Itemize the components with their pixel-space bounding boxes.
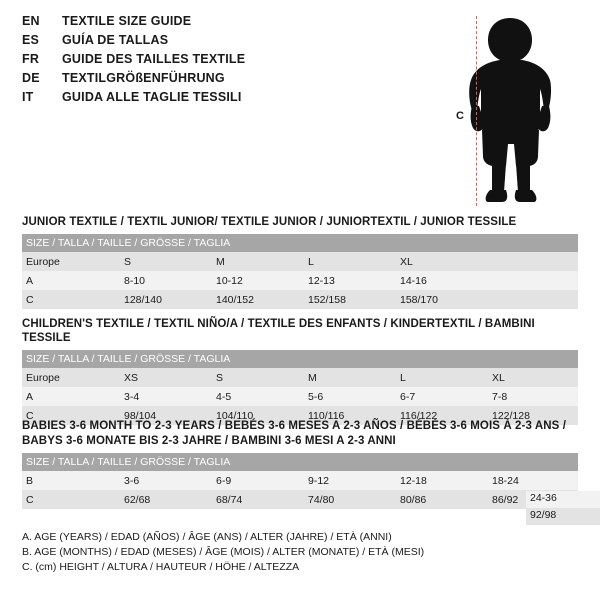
language-row-es: [22, 33, 442, 52]
height-measure-line: [476, 16, 477, 206]
cell-a-l: 6-7: [396, 387, 488, 406]
cell-c-empty: [488, 290, 578, 309]
cell-c-6: 92/98: [526, 508, 600, 525]
cell-c-xl: 122/128: [488, 406, 578, 425]
size-table-children: [22, 350, 578, 425]
cell-a-s: 8-10: [120, 271, 212, 290]
language-code-es: ES: [22, 33, 40, 47]
cell-c-2: 68/74: [212, 490, 304, 509]
header-cell-europe: Europe: [22, 252, 120, 271]
cell-c-5: 86/92: [488, 490, 578, 509]
section-babies-textile: [22, 419, 578, 509]
section-title-junior: JUNIOR TEXTILE / TEXTIL JUNIOR/ TEXTILE JUNIOR / JUNIORTEXTIL / JUNIOR TESSILE: [22, 216, 517, 228]
header-cell-xl: XL: [396, 252, 488, 271]
language-title-fr: GUIDE DES TAILLES TEXTILE: [62, 52, 246, 66]
legend-footer: [22, 530, 578, 575]
cell-c-s: 104/110: [212, 406, 304, 425]
header-cell-s: S: [212, 368, 304, 387]
table-row: [22, 490, 578, 509]
table-row: [22, 387, 578, 406]
row-key-b: B: [22, 471, 120, 490]
cell-a-s: 4-5: [212, 387, 304, 406]
section-junior-textile: [22, 215, 578, 309]
header-cell-l: L: [396, 368, 488, 387]
cell-a-empty: [488, 271, 578, 290]
language-code-it: IT: [22, 90, 34, 104]
cell-c-l: 152/158: [304, 290, 396, 309]
row-key-c: C: [22, 290, 120, 309]
section-title-babies: BABIES 3-6 MONTH TO 2-3 YEARS / BEBÉS 3-6 MESES A 2-3 AÑOS / BÉBÉS 3-6 MOIS À 2-3 ANS / BABYS 3-6 MONATE BIS 2-3 JAHRE / BAMBINI 3-6 MESI A 2-3 ANNI: [22, 420, 566, 447]
language-title-es: GUÍA DE TALLAS: [62, 33, 169, 47]
cell-c-4: 80/86: [396, 490, 488, 509]
cell-b-3: 9-12: [304, 471, 396, 490]
cell-a-l: 12-13: [304, 271, 396, 290]
language-code-en: EN: [22, 14, 40, 28]
cell-c-3: 74/80: [304, 490, 396, 509]
header-cell-empty: [488, 252, 578, 271]
table-band-row: [22, 350, 578, 368]
header-cell-europe: Europe: [22, 368, 120, 387]
language-code-fr: FR: [22, 52, 40, 66]
babies-last-column: [526, 474, 600, 525]
header-cell-xs: XS: [120, 368, 212, 387]
cell-b-5: 18-24: [488, 471, 578, 490]
cell-c-s: 128/140: [120, 290, 212, 309]
legend-line-c: C. (cm) HEIGHT / ALTURA / HAUTEUR / HÖHE / ALTEZZA: [22, 561, 300, 573]
header-cell-m: M: [212, 252, 304, 271]
language-row-de: [22, 71, 442, 90]
row-key-c: C: [22, 406, 120, 425]
section-childrens-textile: [22, 317, 578, 425]
language-title-en: TEXTILE SIZE GUIDE: [62, 14, 192, 28]
legend-line-a: A. AGE (YEARS) / EDAD (AÑOS) / ÂGE (ANS) / ALTER (JAHRE) / ETÀ (ANNI): [22, 531, 392, 543]
band-label-children: SIZE / TALLA / TAILLE / GRÖSSE / TAGLIA: [22, 350, 578, 368]
cell-c-m: 140/152: [212, 290, 304, 309]
table-band-row: [22, 234, 578, 252]
header-cell-l: L: [304, 252, 396, 271]
header-cell-m: M: [304, 368, 396, 387]
language-row-it: [22, 90, 442, 109]
language-title-it: GUIDA ALLE TAGLIE TESSILI: [62, 90, 242, 104]
cell-a-m: 10-12: [212, 271, 304, 290]
cell-c-1: 62/68: [120, 490, 212, 509]
header-cell-xl: XL: [488, 368, 578, 387]
figure-label-c: C: [456, 110, 464, 122]
cell-c-xs: 98/104: [120, 406, 212, 425]
size-table-junior: [22, 234, 578, 309]
figure-area: [448, 10, 588, 210]
row-key-a: A: [22, 387, 120, 406]
table-row: [22, 471, 578, 490]
table-row: [22, 290, 578, 309]
cell-a-m: 5-6: [304, 387, 396, 406]
band-label-junior: SIZE / TALLA / TAILLE / GRÖSSE / TAGLIA: [22, 234, 578, 252]
legend-line-b: B. AGE (MONTHS) / EDAD (MESES) / ÂGE (MOIS) / ALTER (MONATE) / ETÀ (MESI): [22, 546, 425, 558]
cell-c-m: 110/116: [304, 406, 396, 425]
size-table-babies: [22, 453, 578, 509]
cell-a-xl: 14-16: [396, 271, 488, 290]
language-code-de: DE: [22, 71, 40, 85]
table-band-row: [22, 453, 578, 471]
table-row: [22, 271, 578, 290]
table-header-row: [22, 252, 578, 271]
row-key-c: C: [22, 490, 120, 509]
language-header: [22, 14, 442, 109]
table-header-row: [22, 368, 578, 387]
cell-a-xs: 3-4: [120, 387, 212, 406]
language-row-en: [22, 14, 442, 33]
cell-b-4: 12-18: [396, 471, 488, 490]
section-title-children: CHILDREN'S TEXTILE / TEXTIL NIÑO/A / TEXTILE DES ENFANTS / KINDERTEXTIL / BAMBINI TESSILE: [22, 318, 535, 344]
cell-c-l: 116/122: [396, 406, 488, 425]
cell-c-xl: 158/170: [396, 290, 488, 309]
band-label-babies: SIZE / TALLA / TAILLE / GRÖSSE / TAGLIA: [22, 453, 578, 471]
header-cell-s: S: [120, 252, 212, 271]
cell-b-2: 6-9: [212, 471, 304, 490]
cell-b-6: 24-36: [526, 491, 600, 508]
cell-b-1: 3-6: [120, 471, 212, 490]
row-key-a: A: [22, 271, 120, 290]
toddler-silhouette-icon: [448, 10, 588, 210]
language-title-de: TEXTILGRÖßENFÜHRUNG: [62, 71, 225, 85]
language-row-fr: [22, 52, 442, 71]
cell-a-xl: 7-8: [488, 387, 578, 406]
